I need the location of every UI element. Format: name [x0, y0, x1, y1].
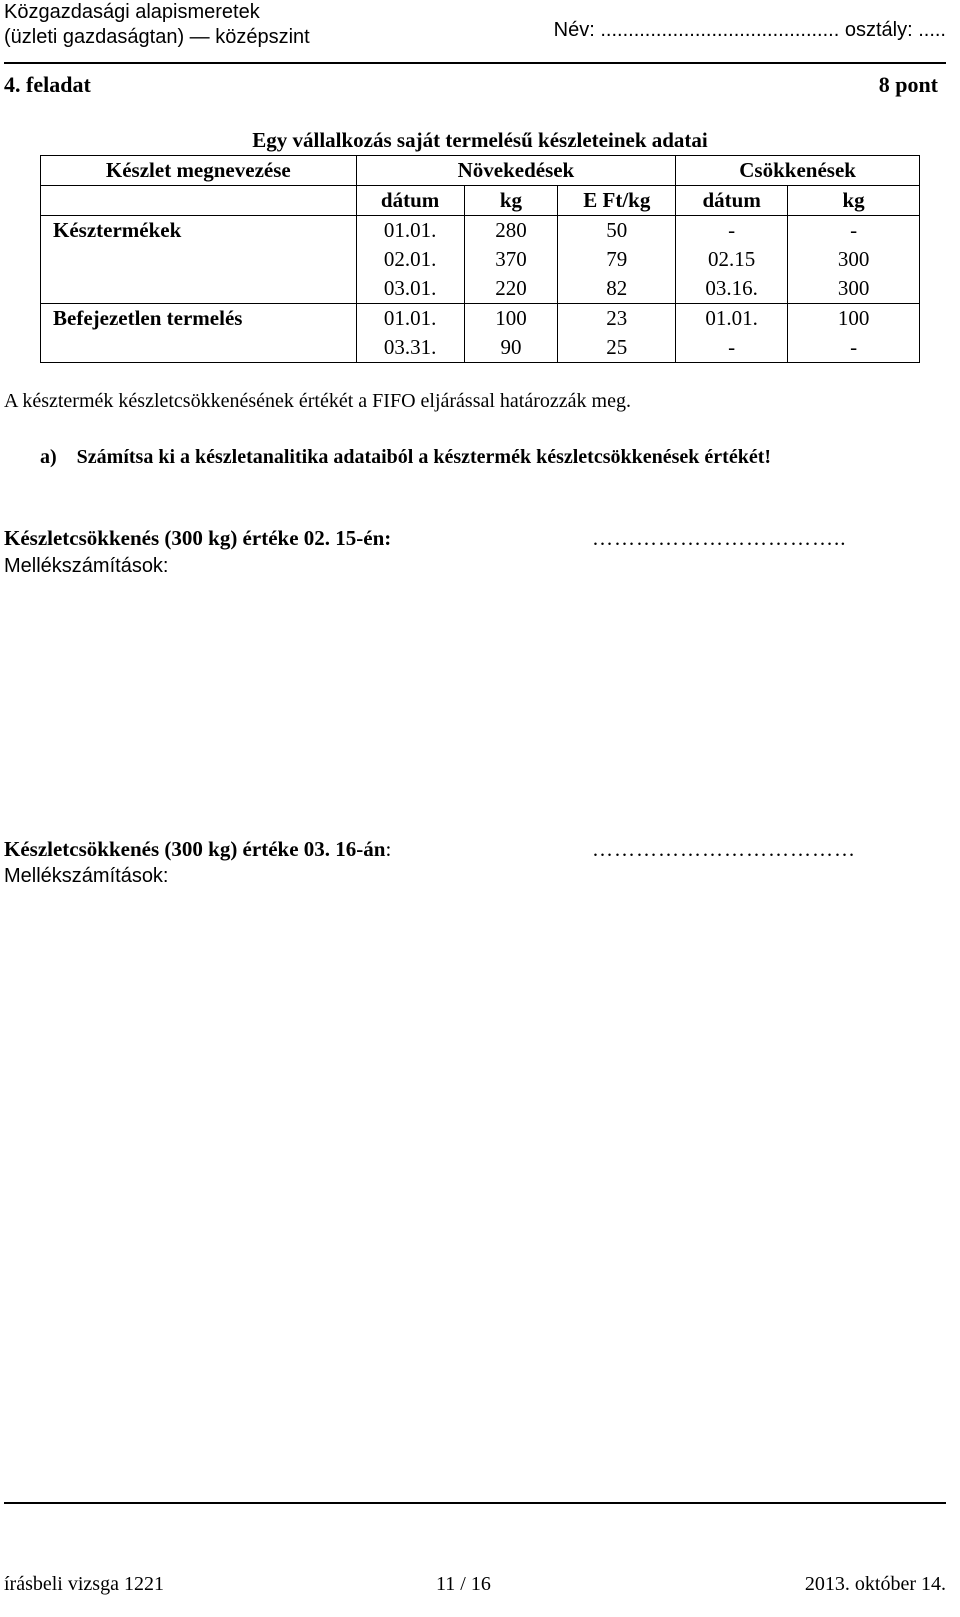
table-cell: 79 [558, 245, 676, 274]
calc1-answer-dots: …………………………….. [592, 526, 847, 550]
table-cell: 25 [558, 333, 676, 363]
question-a: a) Számítsa ki a készletanalitika adataiból a késztermék készletcsökkenések értékét! [40, 446, 772, 468]
row-label [41, 245, 357, 274]
table-row [41, 274, 920, 304]
header-decrease: Csökkenések [676, 156, 920, 186]
table-cell: 300 [788, 245, 920, 274]
footer-date: 2013. október 14. [804, 1573, 946, 1595]
table-cell: 03.01. [356, 274, 464, 304]
row-label: Befejezetlen termelés [41, 304, 357, 334]
table-cell: - [676, 216, 788, 246]
task-title: 4. feladat [4, 72, 91, 97]
row-label [41, 274, 357, 304]
intro-text: A késztermék készletcsökkenésének értékét a FIFO eljárással határozzák meg. [4, 390, 631, 412]
calc2-label-text: Készletcsökkenés (300 kg) értéke 03. 16-án [4, 837, 386, 861]
table-cell: - [676, 333, 788, 363]
subject-line-1: Közgazdasági alapismeretek [4, 1, 260, 23]
row-label [41, 333, 357, 363]
task-points: 8 pont [878, 72, 938, 97]
header-increase: Növekedések [356, 156, 676, 186]
table-cell: 90 [464, 333, 558, 363]
table-row [41, 304, 920, 334]
table-cell: 02.01. [356, 245, 464, 274]
footer-divider [4, 1502, 946, 1504]
header-divider [4, 62, 946, 64]
row-label: Késztermékek [41, 216, 357, 246]
subject-header [4, 0, 310, 50]
subheader-cell: dátum [676, 186, 788, 216]
table-cell: - [788, 216, 920, 246]
table-header-row [41, 156, 920, 186]
table-cell: 01.01. [356, 304, 464, 334]
table-row [41, 333, 920, 363]
footer-exam-code: írásbeli vizsga 1221 [4, 1573, 164, 1595]
calc1-side-calculations: Mellékszámítások: [4, 555, 169, 577]
name-class-field: Név: ........................................... osztály: ..... [553, 19, 946, 41]
table-cell: 01.01. [676, 304, 788, 334]
calc2-answer-dots: ……………………………… [592, 837, 856, 861]
table-cell: 02.15 [676, 245, 788, 274]
subheader-cell: dátum [356, 186, 464, 216]
table-cell: 300 [788, 274, 920, 304]
header-stock-name: Készlet megnevezése [41, 156, 357, 186]
subject-line-2: (üzleti gazdaságtan) — középszint [4, 26, 310, 48]
subheader-cell: kg [464, 186, 558, 216]
calc2-side-calculations: Mellékszámítások: [4, 865, 169, 887]
table-cell: 100 [464, 304, 558, 334]
subheader-cell: E Ft/kg [558, 186, 676, 216]
table-cell: 280 [464, 216, 558, 246]
table-cell: 220 [464, 274, 558, 304]
table-subheader-row [41, 186, 920, 216]
table-cell: 03.31. [356, 333, 464, 363]
table-row [41, 216, 920, 246]
table-row [41, 245, 920, 274]
inventory-table [40, 155, 920, 363]
table-cell: 370 [464, 245, 558, 274]
subheader-empty [41, 186, 357, 216]
calc1-label: Készletcsökkenés (300 kg) értéke 02. 15-én: [4, 526, 392, 550]
table-cell: 50 [558, 216, 676, 246]
calc2-label-colon: : [385, 837, 392, 861]
table-cell: 82 [558, 274, 676, 304]
footer-page-number: 11 / 16 [436, 1573, 491, 1595]
table-cell: 01.01. [356, 216, 464, 246]
table-cell: 100 [788, 304, 920, 334]
table-cell: 23 [558, 304, 676, 334]
calc2-label [4, 837, 391, 862]
table-title: Egy vállalkozás saját termelésű készleteinek adatai [252, 128, 708, 152]
table-cell: - [788, 333, 920, 363]
subheader-cell: kg [788, 186, 920, 216]
table-cell: 03.16. [676, 274, 788, 304]
